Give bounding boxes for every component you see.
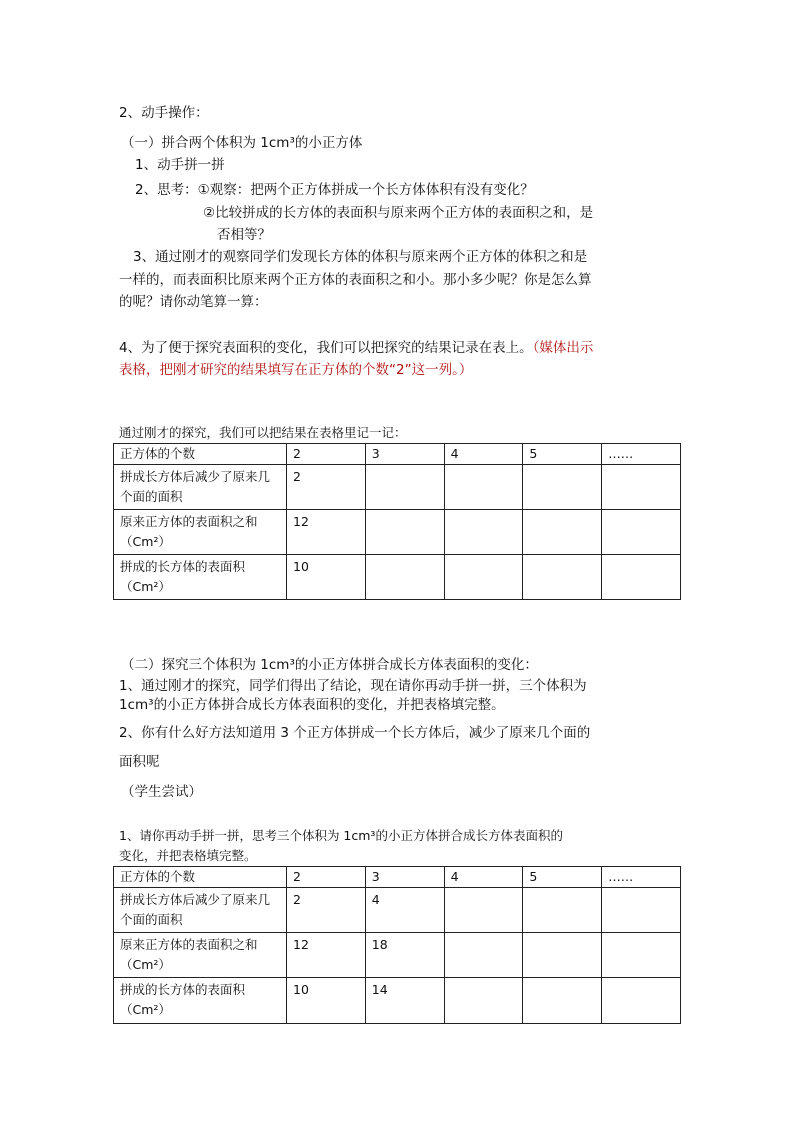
table-cell: 10 [287,978,366,1024]
table-cell: 2 [287,888,366,933]
step-4-note: （媒体出示 [532,340,594,356]
row-header-cell: 拼成长方体后减少了原来几个面的面积 [114,888,287,933]
table-cell: 12 [287,933,366,978]
table-cell [444,933,523,978]
step-4-text: 4、为了便于探究表面积的变化，我们可以把探究的结果记录在表上。 [119,340,533,356]
table-cell: 18 [365,933,444,978]
step-2-line-3: 否相等？ [217,227,271,243]
step-2-line-1: 2、思考：①观察：把两个正方体拼成一个长方体体积有没有变化？ [135,182,534,198]
step-4-line-1 [119,338,593,358]
table-cell [602,465,681,510]
table-cell [602,978,681,1024]
row-header-cell: 正方体的个数 [114,867,287,888]
table-row [114,978,681,1024]
table-cell: 5 [523,867,602,888]
table-caption: 通过刚才的探究，我们可以把结果在表格里记一记： [119,425,407,440]
table-cell [523,978,602,1024]
table-cell: 2 [287,867,366,888]
table-row [114,933,681,978]
table-cell: 14 [365,978,444,1024]
row-header-cell: 拼成长方体后减少了原来几个面的面积 [114,465,287,510]
table-cell: 10 [287,555,366,600]
results-table-2 [113,866,681,1024]
table-cell: 4 [444,867,523,888]
table-cell [523,510,602,555]
table-row [114,510,681,555]
p2-step-2-line-2: 面积呢 [119,754,160,770]
table-cell [444,555,523,600]
step-3-line-2: 一样的，而表面积比原来两个正方体的表面积之和小。那小多少呢？你是怎么算 [119,272,592,288]
table-cell [602,510,681,555]
step-4-note-line-2: 表格，把刚才研究的结果填写在正方体的个数“2”这一列。） [119,362,473,378]
table-row [114,867,681,888]
table-cell: 5 [523,444,602,465]
step-2-line-2: ②比较拼成的长方体的表面积与原来两个正方体的表面积之和，是 [203,205,594,221]
row-header-cell: 原来正方体的表面积之和（Cm²） [114,933,287,978]
table-cell [365,555,444,600]
section-title-2: （二）探究三个体积为 1cm³的小正方体拼合成长方体表面积的变化： [121,657,538,673]
table-cell [602,888,681,933]
table-cell [365,465,444,510]
step-3-line-1: 3、通过刚才的观察同学们发现长方体的体积与原来两个正方体的体积之和是 [133,249,588,265]
table-cell [444,888,523,933]
table-cell [602,555,681,600]
p2-step-2-line-1: 2、你有什么好方法知道用 3 个正方体拼成一个长方体后，减少了原来几个面的 [119,725,591,741]
student-try: （学生尝试） [121,784,202,800]
section-title: （一）拼合两个体积为 1cm³的小正方体 [121,135,363,151]
table-cell: 3 [365,867,444,888]
table-cell: …… [602,867,681,888]
p2-step-1-line-2: 1cm³的小正方体拼合成长方体表面积的变化，并把表格填完整。 [119,697,505,713]
table-row [114,555,681,600]
step-3-line-3: 的呢？请你动笔算一算： [119,294,268,310]
task-line-2: 变化，并把表格填完整。 [119,848,257,863]
table-row [114,888,681,933]
table-cell [523,465,602,510]
row-header-cell: 正方体的个数 [114,444,287,465]
table-cell [444,978,523,1024]
row-header-cell: 原来正方体的表面积之和（Cm²） [114,510,287,555]
heading: 2、动手操作： [119,105,209,121]
table-cell [523,888,602,933]
table-cell [444,510,523,555]
table-row [114,444,681,465]
table-cell: 4 [365,888,444,933]
row-header-cell: 拼成的长方体的表面积（Cm²） [114,555,287,600]
p2-step-1-line-1: 1、通过刚才的探究，同学们得出了结论，现在请你再动手拼一拼，三个体积为 [119,678,587,694]
results-table-1 [113,443,681,600]
table-row [114,465,681,510]
table-cell [602,933,681,978]
table-cell [523,933,602,978]
step-1: 1、动手拼一拼 [135,157,225,173]
table-cell: 2 [287,465,366,510]
table-cell [444,465,523,510]
table-cell: 2 [287,444,366,465]
row-header-cell: 拼成的长方体的表面积（Cm²） [114,978,287,1024]
table-cell: …… [602,444,681,465]
table-cell: 12 [287,510,366,555]
table-cell [365,510,444,555]
table-cell: 4 [444,444,523,465]
task-line-1: 1、请你再动手拼一拼，思考三个体积为 1cm³的小正方体拼合成长方体表面积的 [119,828,563,843]
table-cell: 3 [365,444,444,465]
table-cell [523,555,602,600]
